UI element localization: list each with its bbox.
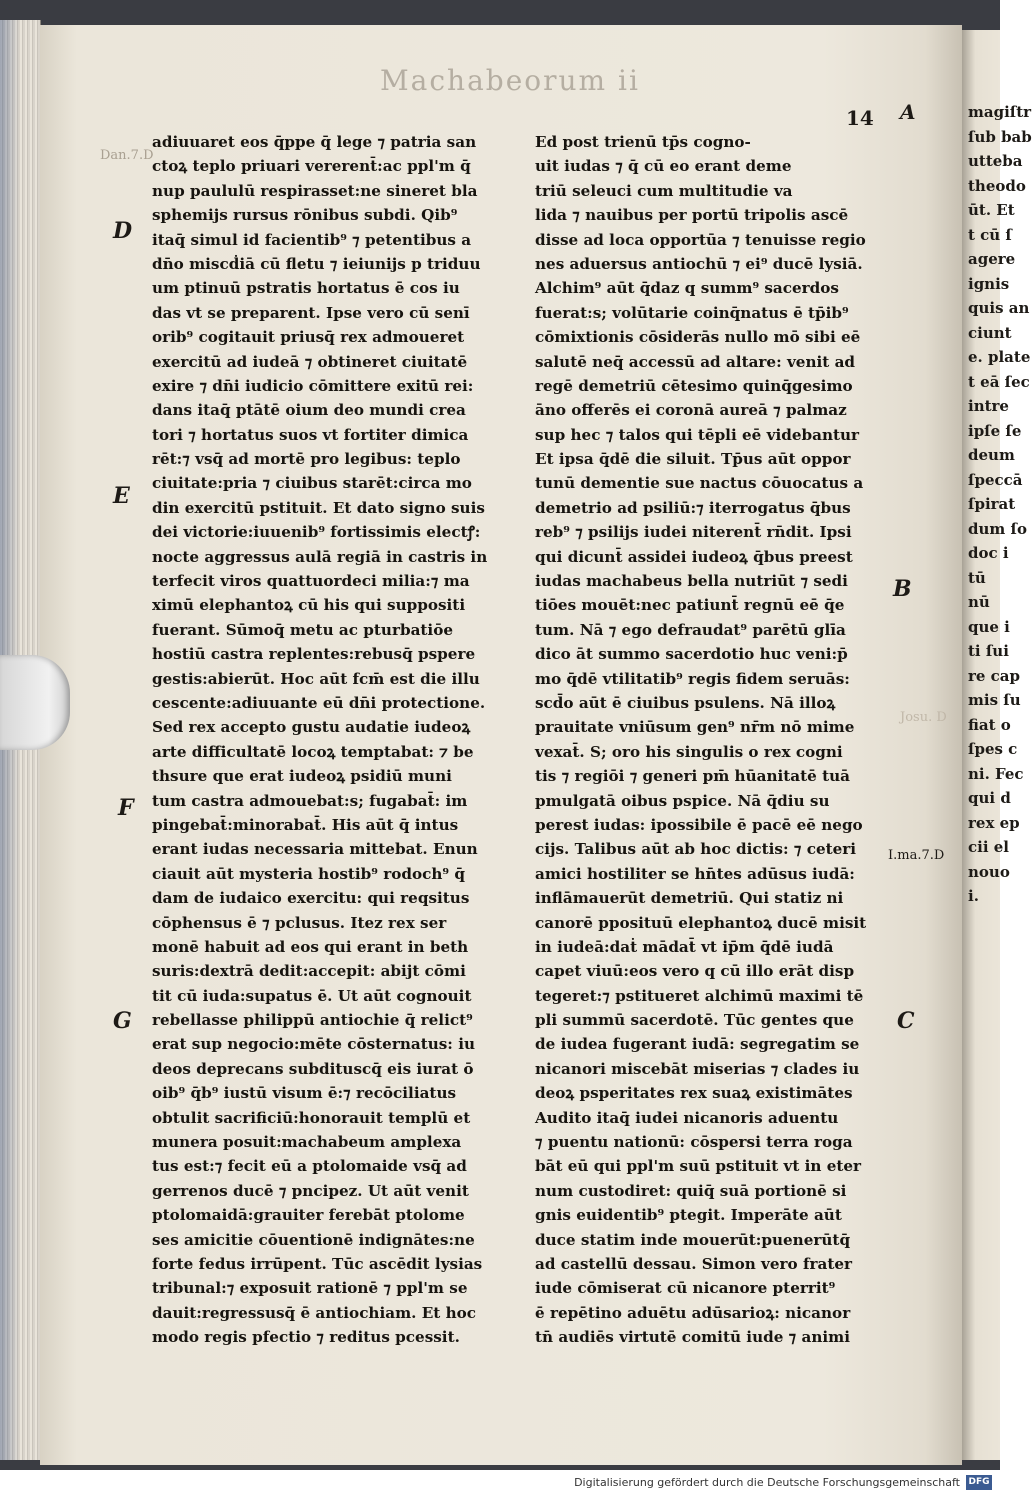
section-marker-g: G: [113, 1008, 132, 1034]
text-line-right: tegeret:⁊ pstitueret alchimū maximi tē: [535, 986, 864, 1005]
next-page-line: theodo: [968, 176, 1026, 195]
text-line-left: tum castra admouebat:s; fugabat̄: im: [152, 791, 468, 810]
text-line-right: pli summū sacerdotē. Tūc gentes que: [535, 1011, 854, 1030]
text-line-right: fuerat:s; volūtarie coinq̄natus ē tp̄ib⁹: [535, 303, 849, 322]
next-page-text: [962, 30, 1032, 909]
text-line-left: cescente:adiuuante eū dn̄i protectione.: [152, 693, 486, 712]
text-line-left: suris:dextrā dedit:accepit: abijt cōmi: [152, 962, 466, 981]
text-line-left: ciuitate:pria ⁊ ciuibus starēt:circa mo: [152, 474, 472, 493]
text-line-right: num custodiret: quiq̄ suā portionē si: [535, 1181, 847, 1200]
text-line-left: ses amicitie cōuentionē indignātes:ne: [152, 1230, 475, 1249]
text-line-right: cōmixtionis cōsiderās nullo mō sibi eē: [535, 328, 861, 347]
text-line-right: tis ⁊ regiōi ⁊ generi pm̄ hūanitatē tuā: [535, 767, 851, 786]
text-line-left: tus est:⁊ fecit eū a ptolomaide vsq̄ ad: [152, 1157, 467, 1176]
text-line-right: Alchim⁹ aūt q̄daz q summ⁹ sacerdos: [535, 279, 839, 298]
text-line-right: bāt eū qui ppl'm suū pstituit vt in eter: [535, 1157, 862, 1176]
next-page-line: fiat o: [968, 715, 1011, 734]
section-marker-f: F: [118, 795, 134, 821]
footer-credit: Digitalisierung gefördert durch die Deutsche Forschungsgemeinschaft: [574, 1476, 960, 1489]
next-page-line: intre: [968, 397, 1009, 415]
next-page-line: tū: [968, 568, 986, 587]
text-line-left: ciauit aūt mysteria hostib⁹ rodoch⁹ q̄: [152, 864, 465, 883]
text-line-left: itaq̄ simul id facientib⁹ ⁊ petentibus a: [152, 230, 472, 249]
text-line-right: dico āt summo sacerdotio huc veni:p̄: [535, 645, 848, 664]
text-line-left: terfecit viros quattuordeci milia:⁊ ma: [152, 572, 470, 591]
text-line-left: oib⁹ q̄b⁹ iustū visum ē:⁊ recōciliatus: [152, 1084, 457, 1103]
section-marker-e: E: [113, 483, 130, 509]
next-page-line: utteba: [968, 152, 1023, 170]
text-line-right: tiōes mouēt:nec patiunt̄ regnū eē q̄e: [535, 596, 845, 615]
text-line-left: obtulit sacrificiū:honorauit templū et: [152, 1108, 471, 1127]
text-line-right: ⁊ puentu nationū: cōspersi terra roga: [535, 1133, 853, 1152]
next-page-edge: [962, 30, 1032, 1460]
text-line-left: rēt:⁊ vsq̄ ad mortē pro legibus: teplo: [152, 450, 461, 469]
text-line-right: in iudeā:daṫ mādat̄ vt ip̄m q̄dē iudā: [535, 937, 834, 956]
text-line-right: tum. Nā ⁊ ego defraudat⁹ parētū glīa: [535, 620, 846, 639]
next-page-line: agere: [968, 250, 1016, 268]
text-line-right: cijs. Talibus aūt ab hoc dictis: ⁊ ceteri: [535, 840, 857, 859]
text-line-right: amici hostiliter se hn̄tes adūsus iudā:: [535, 864, 855, 883]
text-line-left: exire ⁊ dn̄i iudicio cōmittere exitū rei:: [152, 376, 474, 395]
dfg-logo: DFG: [966, 1475, 992, 1490]
text-line-left: tori ⁊ hortatus suos vt fortiter dimica: [152, 425, 469, 444]
text-line-left: rebellasse philippū antiochie q̄ relict⁹: [152, 1011, 473, 1030]
text-line-left: Sed rex accepto gustu audatie iudeoꝝ: [152, 718, 471, 737]
text-line-left: dauit:regressusq̄ ē antiochiam. Et hoc: [152, 1303, 477, 1322]
next-page-line: qui d: [968, 789, 1011, 807]
next-page-line: ſpes c: [968, 740, 1018, 758]
folio-number: 14: [846, 106, 874, 130]
text-line-right: regē demetriū cētesimo quinq̄gesimo: [535, 376, 853, 395]
text-line-left: ctoꝝ teplo priuari vererent̄:ac ppl'm q̄: [152, 157, 471, 176]
text-line-right: prauitate vniūsum gen⁹ nr̄m nō mime: [535, 718, 855, 737]
text-line-right: āno offerēs ei coronā aureā ⁊ palmaz: [535, 401, 847, 420]
next-page-line: ni. Fec: [968, 764, 1024, 783]
next-page-line: mis ſu: [968, 691, 1021, 709]
text-line-left: gestis:abierūt. Hoc aūt fcm̄ est die illu: [152, 669, 480, 688]
next-page-line: ſpeccā: [968, 470, 1023, 489]
text-line-left: monē habuit ad eos qui erant in beth: [152, 937, 469, 956]
text-line-right: iude cōmiserat cū nicanore pterrit⁹: [535, 1279, 836, 1298]
text-line-right: ē repētino aduētu adūsarioꝝ: nicanor: [535, 1303, 851, 1322]
margin-ref-right: I.ma.7.D: [888, 848, 945, 863]
text-line-left: dans itaq̄ ptātē oium deo mundi crea: [152, 401, 466, 420]
text-line-right: uit iudas ⁊ q̄ cū eo erant deme: [535, 157, 792, 176]
text-line-left: hostiū castra replentes:rebusq̄ pspere: [152, 645, 476, 664]
text-line-right: pmulgatā oibus pspice. Nā q̄diu su: [535, 791, 830, 810]
text-line-right: canorē pposituū elephantoꝝ ducē misit: [535, 913, 867, 932]
text-line-left: orib⁹ cogitauit priusq̄ rex admoueret: [152, 328, 465, 347]
next-page-line: rex ep: [968, 813, 1020, 832]
section-marker-b: B: [893, 576, 912, 602]
text-line-right: qui dicunt̄ assidei iudeoꝝ q̄bus preest: [535, 547, 853, 566]
next-page-line: nouo: [968, 862, 1010, 881]
text-line-right: Audito itaq̄ iudei nicanoris aduentu: [535, 1108, 839, 1127]
next-page-line: ſpirat: [968, 495, 1016, 513]
text-line-right: salutē neq̄ accessū ad altare: venit ad: [535, 352, 856, 371]
text-line-left: arte difficultatē locoꝝ temptabat: ⁊ be: [152, 742, 474, 761]
folio-margin-letter: A: [900, 100, 916, 124]
text-line-left: erat sup negocio:mēte cōsternatus: iu: [152, 1035, 476, 1054]
text-line-right: scd̄o aūt ē ciuibus psulens. Nā illoꝝ: [535, 693, 836, 712]
section-marker-c: C: [897, 1008, 915, 1034]
next-page-line: t cū ſ: [968, 225, 1012, 244]
text-line-right: triū seleuci cum multitudie va: [535, 181, 793, 200]
text-column-right: [535, 130, 885, 1350]
text-line-left: gerrenos ducē ⁊ pncipez. Ut aūt venit: [152, 1181, 469, 1200]
section-marker-d: D: [113, 218, 133, 244]
next-page-line: que i: [968, 617, 1010, 636]
next-page-line: ipſe ſe: [968, 421, 1022, 440]
text-line-right: perest iudas: ipossibile ē pacē eē nego: [535, 815, 863, 834]
text-line-left: fuerant. Sūmoq̄ metu ac pturbatiōe: [152, 620, 453, 639]
text-line-left: exercitū ad iudeā ⁊ obtineret ciuitatē: [152, 352, 468, 371]
next-page-line: dum ſo: [968, 519, 1027, 538]
text-line-right: capet viuū:eos vero q cū illo erāt disp: [535, 962, 855, 981]
text-line-right: disse ad loca opportūa ⁊ tenuisse regio: [535, 230, 866, 249]
text-line-right: tn̄ audiēs virtutē comitū iude ⁊ animi: [535, 1328, 851, 1347]
text-line-right: nes aduersus antiochū ⁊ ei⁹ ducē lysiā.: [535, 254, 863, 273]
text-line-right: iudas machabeus bella nutriūt ⁊ sedi: [535, 572, 848, 591]
text-line-left: pingebat̄:minorabat̄. His aūt q̄ intus: [152, 815, 459, 834]
text-line-left: thsure que erat iudeoꝝ psidiū muni: [152, 767, 452, 786]
footer-bar: [0, 1470, 1000, 1498]
next-page-line: cii el: [968, 838, 1009, 856]
next-page-line: ūt. Et: [968, 201, 1015, 219]
text-line-right: Et ipsa q̄dē die siluit. Tp̄us aūt oppor: [535, 450, 851, 469]
running-head: Machabeorum ii: [380, 64, 640, 97]
text-line-right: deoꝝ psperitates rex suaꝝ existimātes: [535, 1084, 853, 1103]
text-line-left: erant iudas necessaria mittebat. Enun: [152, 840, 478, 859]
text-line-left: cōphensus ē ⁊ pclusus. Itez rex ser: [152, 913, 447, 932]
text-line-left: tribunal:⁊ exposuit rationē ⁊ ppl'm se: [152, 1279, 468, 1298]
text-line-left: tit cū iuda:supatus ē. Ut aūt cognouit: [152, 986, 472, 1005]
text-line-right: tunū dementie sue nactus cōuocatus a: [535, 474, 864, 493]
next-page-line: re cap: [968, 666, 1021, 685]
text-line-right: ad castellū dessau. Simon vero frater: [535, 1254, 853, 1273]
book-clip: [0, 655, 70, 750]
text-column-left: [152, 130, 514, 1350]
margin-ref-faint: Josu. D: [900, 710, 947, 725]
next-page-line: deum: [968, 446, 1015, 464]
text-line-right: Ed post trienū tp̄s cogno-: [535, 133, 751, 151]
next-page-line: i.: [968, 887, 979, 905]
text-line-left: deos deprecans subdituscq̄ eis iurat ō: [152, 1059, 474, 1078]
text-line-left: ptolomaidā:grauiter ferebāt ptolome: [152, 1206, 465, 1225]
text-line-right: lida ⁊ nauibus per portū tripolis ascē: [535, 206, 849, 225]
text-line-right: inflāmauerūt demetriū. Qui statiz ni: [535, 889, 844, 908]
text-line-right: sup hec ⁊ talos qui tēpli eē videbantur: [535, 425, 860, 444]
next-page-line: ignis: [968, 274, 1010, 293]
text-line-left: nocte aggressus aulā regiā in castris in: [152, 547, 488, 566]
text-line-left: das vt se preparent. Ipse vero cū senī: [152, 303, 470, 322]
text-line-right: mo q̄dē vtilitatib⁹ regis fidem seruās:: [535, 669, 850, 688]
text-line-left: modo regis pfectio ⁊ reditus pcessit.: [152, 1328, 460, 1347]
text-line-right: nicanori miscebāt miserias ⁊ clades iu: [535, 1059, 860, 1078]
next-page-line: nū: [968, 593, 990, 611]
text-line-left: din exercitū pstituit. Et dato signo suis: [152, 498, 485, 517]
text-line-left: um ptinuū pstratis hortatus ē cos iu: [152, 279, 460, 298]
next-page-line: e. plate: [968, 348, 1031, 366]
text-line-left: nup paululū respirasset:ne sineret bla: [152, 181, 478, 200]
text-line-right: demetrio ad psiliū:⁊ iterrogatus q̄bus: [535, 498, 851, 517]
text-line-left: adiuuaret eos q̄ppe q̄ lege ⁊ patria san: [152, 133, 477, 151]
text-line-right: gnis euidentib⁹ ptegit. Imperāte aūt: [535, 1206, 842, 1225]
next-page-line: ciunt: [968, 323, 1012, 342]
text-line-left: ximū elephantoꝝ cū his qui suppositi: [152, 596, 466, 615]
next-page-line: t eā ſec: [968, 372, 1030, 391]
text-line-left: munera posuit:machabeum amplexa: [152, 1133, 462, 1152]
text-line-right: reb⁹ ⁊ psilijs iudei niterent̄ rn̄dit. Ipsi: [535, 523, 852, 542]
text-line-left: sphemijs rursus rōnibus subdi. Qib⁹: [152, 206, 458, 225]
text-line-left: dam de iudaico exercitu: qui reqsitus: [152, 889, 470, 908]
text-line-right: vexat̄. S; oro his singulis o rex cogni: [535, 742, 843, 761]
next-page-line: magiſtr: [968, 103, 1032, 121]
text-line-left: dei victorie:iuuenib⁹ fortissimis electꝭ:: [152, 523, 481, 542]
next-page-line: ti ſui: [968, 642, 1009, 660]
margin-ref-left: Dan.7.D: [100, 148, 154, 163]
text-line-left: forte fedus irrūpent. Tūc ascēdit lysias: [152, 1254, 483, 1273]
next-page-line: ſub bab: [968, 127, 1032, 146]
text-line-left: dn̄o miscḋiā cū fletu ⁊ ieiunijs p triduu: [152, 254, 481, 273]
text-line-right: duce statim inde mouerūt:puenerūtq̄: [535, 1230, 851, 1249]
text-line-right: de iudea fugerant iudā: segregatim se: [535, 1035, 860, 1054]
next-page-line: doc i: [968, 544, 1009, 562]
next-page-line: quis an: [968, 299, 1030, 317]
